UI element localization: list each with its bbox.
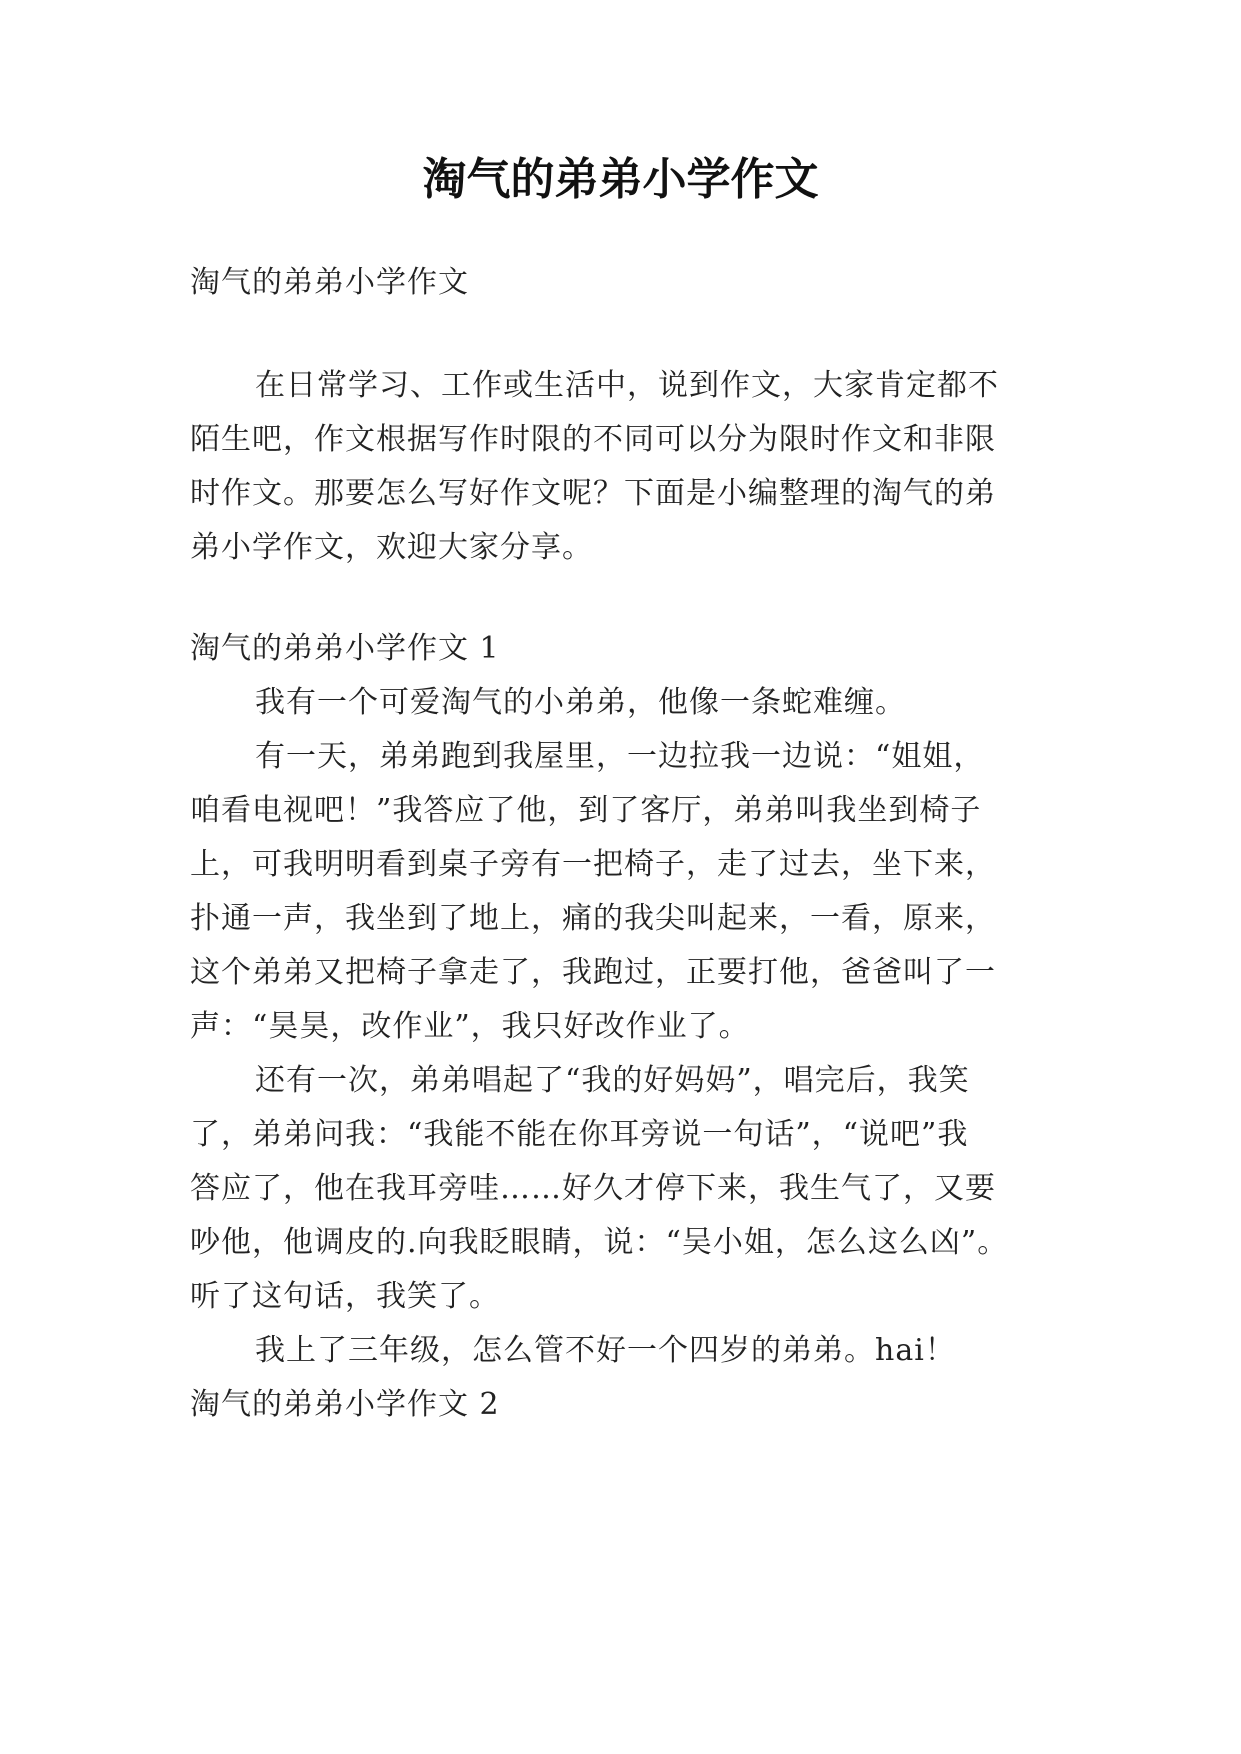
essay1-paragraph-line: 有一天，弟弟跑到我屋里，一边拉我一边说：“姐姐， [255,739,985,774]
essay1-paragraph-line: 咱看电视吧！”我答应了他，到了客厅，弟弟叫我坐到椅子 [190,793,982,828]
subtitle: 淘气的弟弟小学作文 [190,265,469,300]
essay1-paragraph-line: 答应了，他在我耳旁哇……好久才停下来，我生气了，又要 [190,1171,996,1206]
intro-line: 在日常学习、工作或生活中，说到作文，大家肯定都不 [255,368,999,403]
essay1-paragraph-line: 听了这句话，我笑了。 [190,1279,500,1314]
essay1-heading: 淘气的弟弟小学作文 1 [190,631,500,666]
essay1-paragraph-line: 我上了三年级，怎么管不好一个四岁的弟弟。hai！ [255,1333,956,1368]
essay1-paragraph-line: 我有一个可爱淘气的小弟弟，他像一条蛇难缠。 [255,685,906,720]
document-title: 淘气的弟弟小学作文 [422,154,819,205]
essay1-paragraph-line: 声：“昊昊，改作业”，我只好改作业了。 [190,1009,750,1044]
essay2-heading: 淘气的弟弟小学作文 2 [190,1387,500,1422]
essay1-paragraph-line: 扑通一声，我坐到了地上，痛的我尖叫起来，一看，原来， [190,901,996,936]
intro-line: 弟小学作文，欢迎大家分享。 [190,530,593,565]
intro-line: 陌生吧，作文根据写作时限的不同可以分为限时作文和非限 [190,422,996,457]
essay1-paragraph-line: 这个弟弟又把椅子拿走了，我跑过，正要打他，爸爸叫了一 [190,955,996,990]
intro-line: 时作文。那要怎么写好作文呢？下面是小编整理的淘气的弟 [190,476,996,511]
essay1-paragraph-line: 还有一次，弟弟唱起了“我的好妈妈”，唱完后，我笑 [255,1063,970,1098]
essay1-paragraph-line: 吵他，他调皮的.向我眨眼睛，说：“吴小姐，怎么这么凶”。 [190,1225,1009,1260]
essay1-paragraph-line: 了，弟弟问我：“我能不能在你耳旁说一句话”，“说吧”我 [190,1117,969,1152]
essay1-paragraph-line: 上，可我明明看到桌子旁有一把椅子，走了过去，坐下来， [190,847,996,882]
